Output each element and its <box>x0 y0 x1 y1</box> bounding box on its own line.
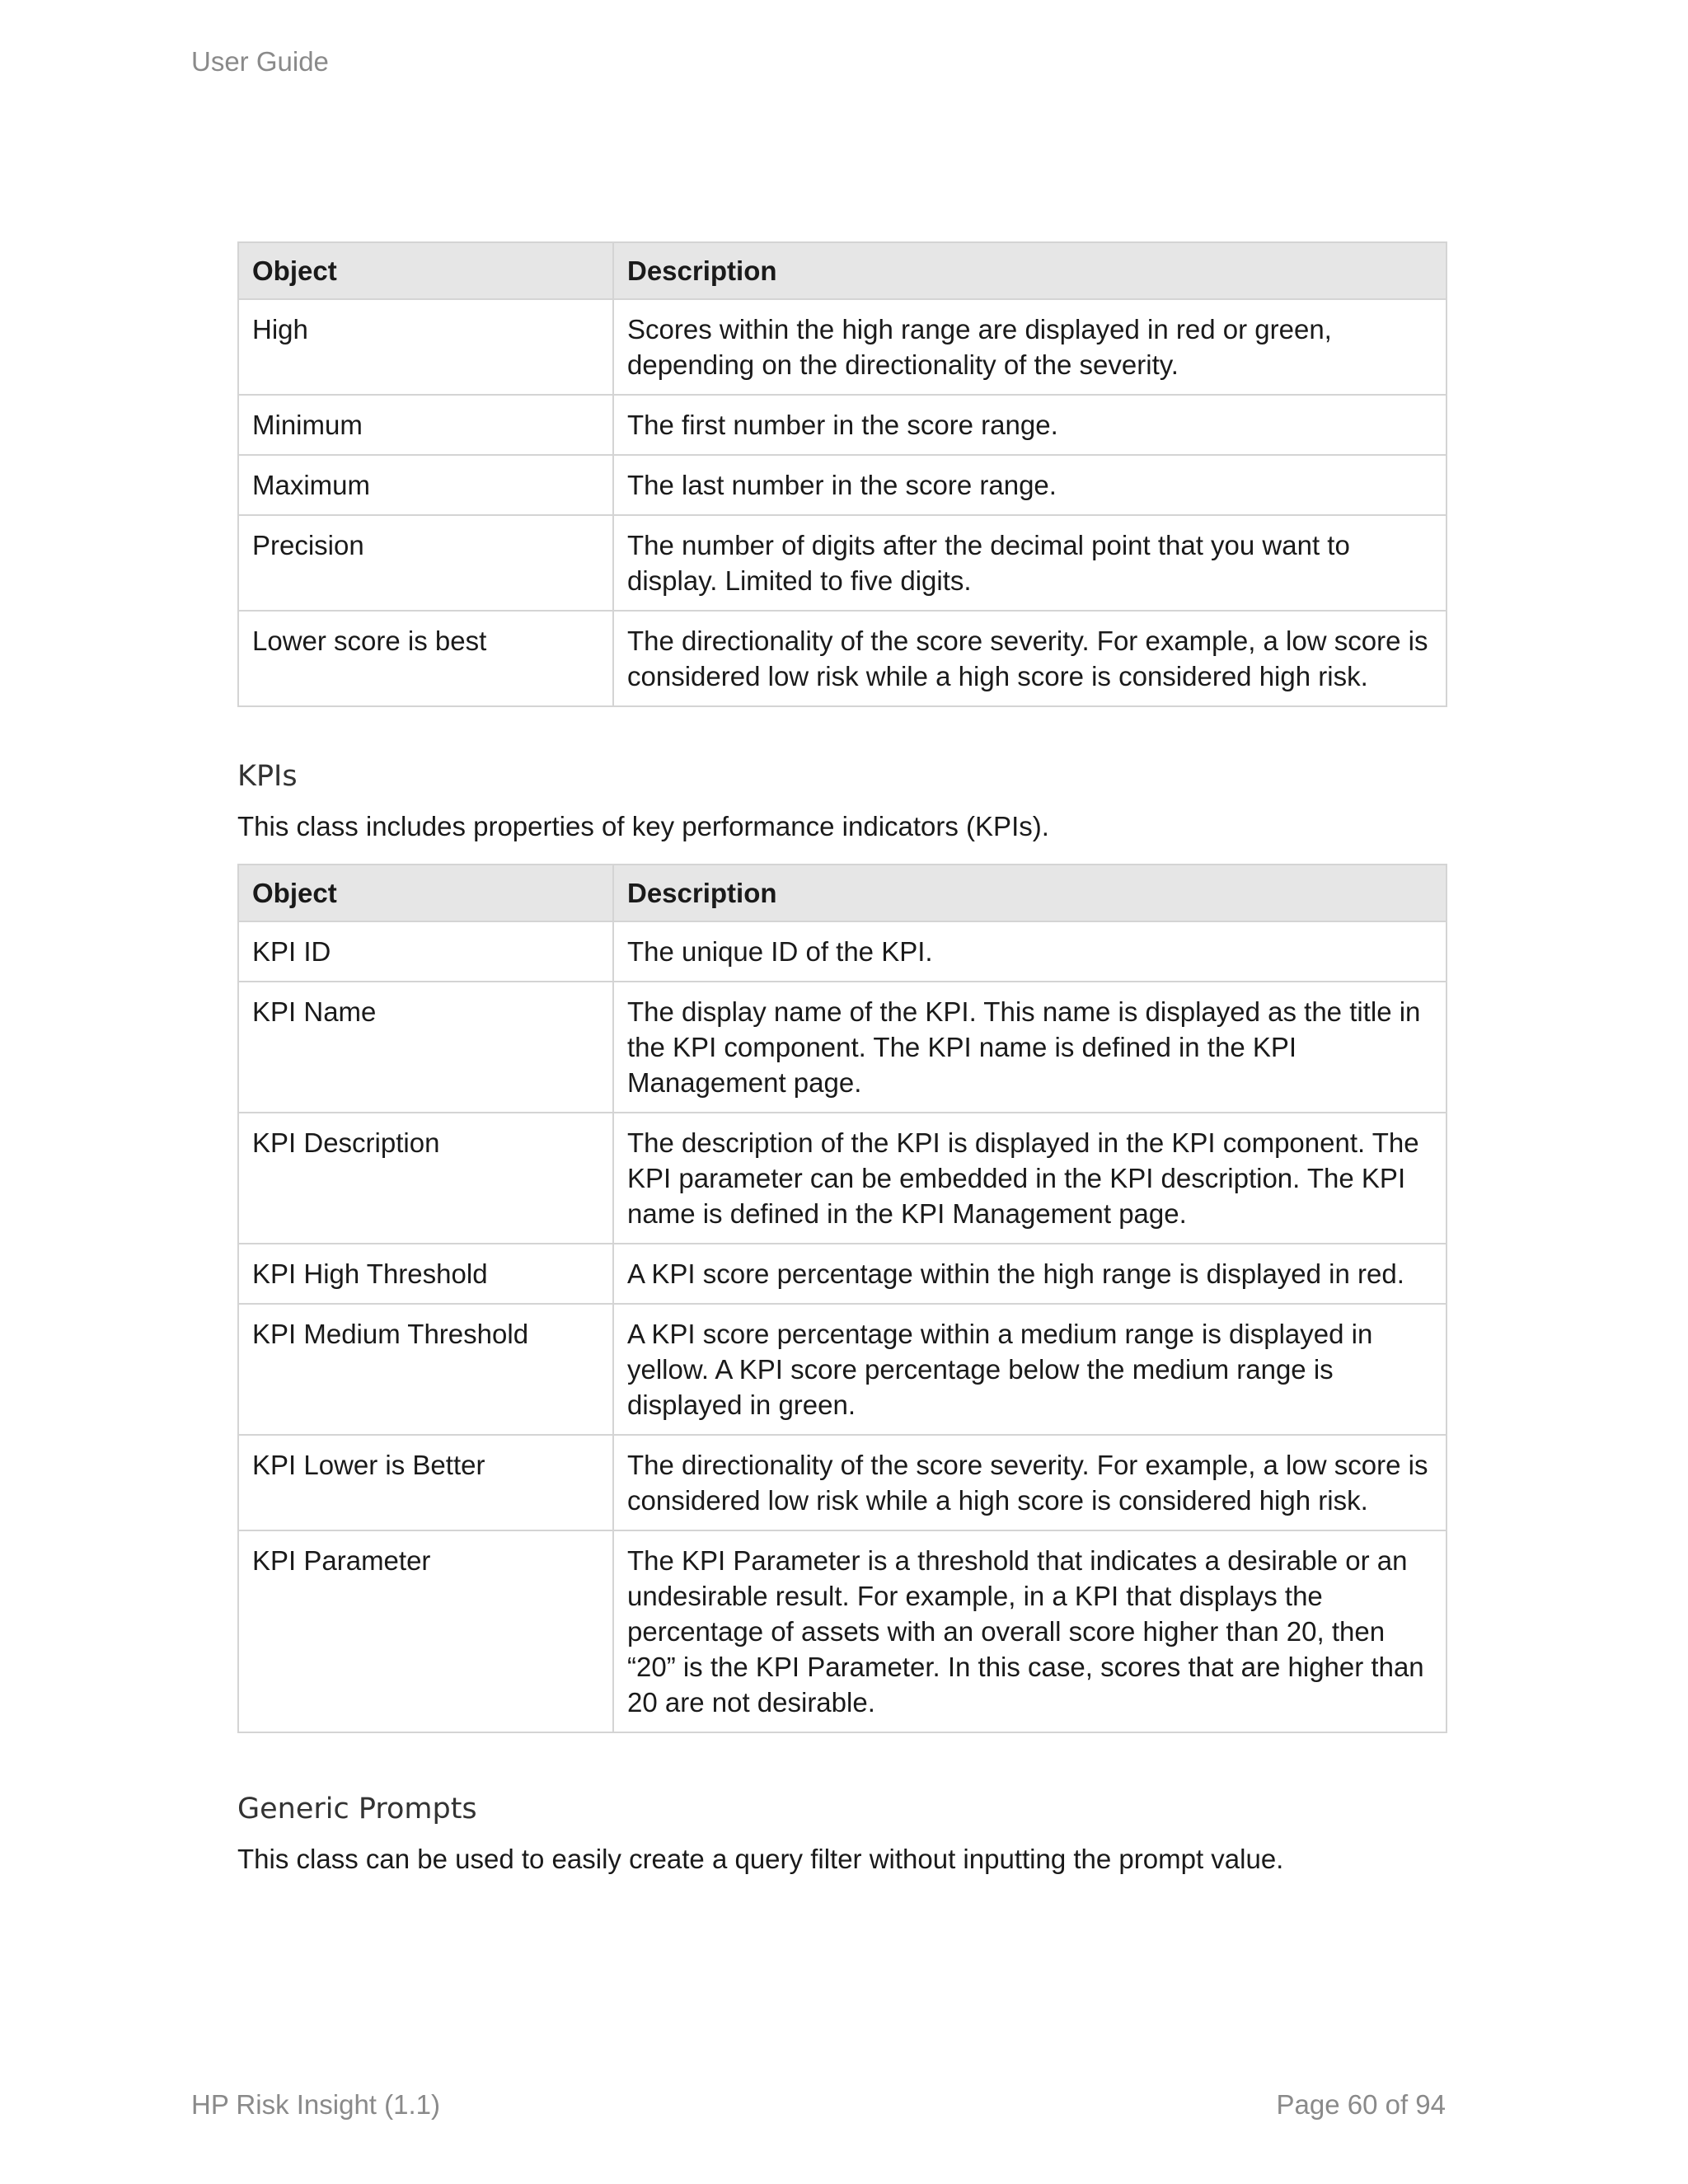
description-cell: The unique ID of the KPI. <box>613 921 1447 982</box>
description-cell: The KPI Parameter is a threshold that indicates a desirable or an undesirable result. For example, in a KPI that displays the percentage of assets with an overall score higher than 20, then “20” is the KPI Parameter. In this case, scores that are higher than 20 are not desirable. <box>613 1530 1447 1732</box>
table-row <box>238 515 1447 611</box>
object-cell: KPI Description <box>238 1113 613 1244</box>
object-cell: KPI Parameter <box>238 1530 613 1732</box>
section-heading-kpis: KPIs <box>237 760 298 793</box>
table-row <box>238 1113 1447 1244</box>
footer-page-number: Page 60 of 94 <box>1276 2089 1446 2120</box>
object-cell: KPI ID <box>238 921 613 982</box>
table-row <box>238 1244 1447 1304</box>
section-heading-generic-prompts: Generic Prompts <box>237 1793 477 1825</box>
table-row <box>238 1530 1447 1732</box>
page-content <box>237 241 1446 1875</box>
object-cell: KPI High Threshold <box>238 1244 613 1304</box>
table-row <box>238 1435 1447 1530</box>
table-row <box>238 611 1447 706</box>
table-row <box>238 921 1447 982</box>
table-row <box>238 395 1447 455</box>
object-cell: Lower score is best <box>238 611 613 706</box>
table-row <box>238 455 1447 515</box>
description-cell: The number of digits after the decimal point that you want to display. Limited to five digits. <box>613 515 1447 611</box>
description-cell: The description of the KPI is displayed in the KPI component. The KPI parameter can be embedded in the KPI description. The KPI name is defined in the KPI Management page. <box>613 1113 1447 1244</box>
column-header-description: Description <box>613 242 1447 299</box>
kpi-table <box>237 864 1447 1733</box>
description-cell: The directionality of the score severity. For example, a low score is considered low risk while a high score is considered high risk. <box>613 1435 1447 1530</box>
score-range-table <box>237 241 1447 707</box>
running-header: User Guide <box>191 46 329 77</box>
table-row <box>238 982 1447 1113</box>
object-cell: Minimum <box>238 395 613 455</box>
description-cell: The last number in the score range. <box>613 455 1447 515</box>
object-cell: Precision <box>238 515 613 611</box>
footer-product: HP Risk Insight (1.1) <box>191 2089 440 2120</box>
column-header-object: Object <box>238 242 613 299</box>
description-cell: The directionality of the score severity. For example, a low score is considered low risk while a high score is considered high risk. <box>613 611 1447 706</box>
description-cell: A KPI score percentage within the high range is displayed in red. <box>613 1244 1447 1304</box>
description-cell: A KPI score percentage within a medium range is displayed in yellow. A KPI score percentage below the medium range is displayed in green. <box>613 1304 1447 1435</box>
section-intro-kpis: This class includes properties of key performance indicators (KPIs). <box>237 811 1049 841</box>
section-intro-generic-prompts: This class can be used to easily create a query filter without inputting the prompt value. <box>237 1844 1284 1874</box>
description-cell: The first number in the score range. <box>613 395 1447 455</box>
table-row <box>238 299 1447 395</box>
object-cell: KPI Lower is Better <box>238 1435 613 1530</box>
description-cell: The display name of the KPI. This name is displayed as the title in the KPI component. The KPI name is defined in the KPI Management page. <box>613 982 1447 1113</box>
object-cell: KPI Name <box>238 982 613 1113</box>
column-header-object: Object <box>238 865 613 921</box>
table-header-row <box>238 242 1447 299</box>
object-cell: High <box>238 299 613 395</box>
table-header-row <box>238 865 1447 921</box>
description-cell: Scores within the high range are displayed in red or green, depending on the directionality of the severity. <box>613 299 1447 395</box>
column-header-description: Description <box>613 865 1447 921</box>
object-cell: KPI Medium Threshold <box>238 1304 613 1435</box>
object-cell: Maximum <box>238 455 613 515</box>
table-row <box>238 1304 1447 1435</box>
